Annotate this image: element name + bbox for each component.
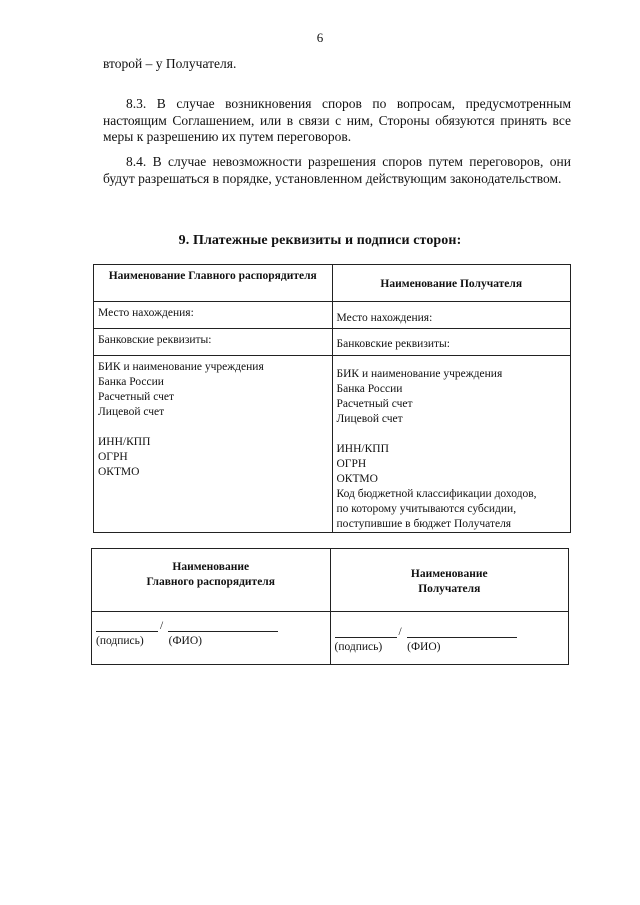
- paragraph-continuation: второй – у Получателя.: [103, 56, 237, 71]
- right-details-cell: [332, 356, 571, 533]
- right-bank-label: Банковские реквизиты:: [336, 338, 450, 350]
- left-detail-line: Расчетный счет: [98, 391, 174, 403]
- signature-caption: (подпись): [96, 635, 144, 647]
- section-heading: 9. Платежные реквизиты и подписи сторон:: [178, 233, 462, 248]
- left-bank-label: Банковские реквизиты:: [98, 334, 212, 346]
- right-signatory-header: [330, 549, 569, 612]
- signature-caption: (подпись): [334, 641, 383, 653]
- left-signatory-line2: Главного распорядителя: [146, 576, 275, 588]
- name-blank: [168, 631, 278, 632]
- right-detail-line: ОГРН: [336, 458, 367, 470]
- page-number: 6: [316, 30, 324, 45]
- signature-slash: /: [160, 620, 164, 632]
- right-signatory-line1: Наименование: [410, 568, 488, 580]
- name-blank: [407, 637, 517, 638]
- signature-blank: [335, 637, 397, 638]
- paragraph-8-3: 8.3. В случае возникновения споров по вопросам, предусмотренным настоящим Соглашением, или в связи с ним, Стороны обязуются принять все меры к разрешению их путем переговоров.: [103, 96, 571, 144]
- right-detail-line: ИНН/КПП: [336, 443, 389, 455]
- right-location-label: Место нахождения:: [336, 312, 433, 324]
- right-detail-line: БИК и наименование учреждения: [336, 368, 503, 380]
- name-caption: (ФИО): [407, 641, 441, 653]
- right-detail-line: Расчетный счет: [336, 398, 413, 410]
- right-detail-line: по которому учитываются субсидии,: [336, 503, 517, 515]
- left-detail-line: ИНН/КПП: [98, 436, 151, 448]
- left-detail-line: ОГРН: [98, 451, 128, 463]
- right-party-header: Наименование Получателя: [332, 265, 571, 302]
- name-caption: (ФИО): [168, 635, 202, 647]
- left-details-cell: [94, 356, 333, 533]
- signature-table: [91, 548, 569, 665]
- left-location-label: Место нахождения:: [98, 307, 194, 319]
- left-detail-line: ОКТМО: [98, 466, 140, 478]
- right-location-cell: [332, 302, 571, 329]
- left-detail-line: Лицевой счет: [98, 406, 165, 418]
- left-bank-cell: [94, 329, 333, 356]
- right-bank-cell: [332, 329, 571, 356]
- left-detail-line: БИК и наименование учреждения: [98, 361, 264, 373]
- left-signatory-line1: Наименование: [172, 561, 250, 573]
- left-signature-cell: [92, 612, 331, 665]
- right-detail-line: Банка России: [336, 383, 403, 395]
- left-detail-gap: [98, 420, 328, 435]
- right-detail-gap: [337, 427, 567, 442]
- left-signature-line: [96, 616, 276, 632]
- left-party-header: Наименование Главного распорядителя: [94, 265, 333, 302]
- signature-blank: [96, 631, 158, 632]
- left-signatory-header: [92, 549, 331, 612]
- left-detail-line: Банка России: [98, 376, 164, 388]
- signature-slash: /: [398, 626, 402, 638]
- right-detail-line: поступившие в бюджет Получателя: [336, 518, 512, 530]
- right-detail-line: ОКТМО: [336, 473, 378, 485]
- right-detail-line: Лицевой счет: [336, 413, 403, 425]
- left-location-cell: [94, 302, 333, 329]
- right-detail-line: Код бюджетной классификации доходов,: [336, 488, 537, 500]
- paragraph-8-4: 8.4. В случае невозможности разрешения споров путем переговоров, они будут разрешаться в порядке, установленном действующим законодательством.: [103, 154, 571, 186]
- right-signatory-line2: Получателя: [418, 583, 481, 595]
- requisites-table: [93, 264, 571, 533]
- right-signature-line: [335, 622, 515, 638]
- right-signature-cell: [330, 612, 569, 665]
